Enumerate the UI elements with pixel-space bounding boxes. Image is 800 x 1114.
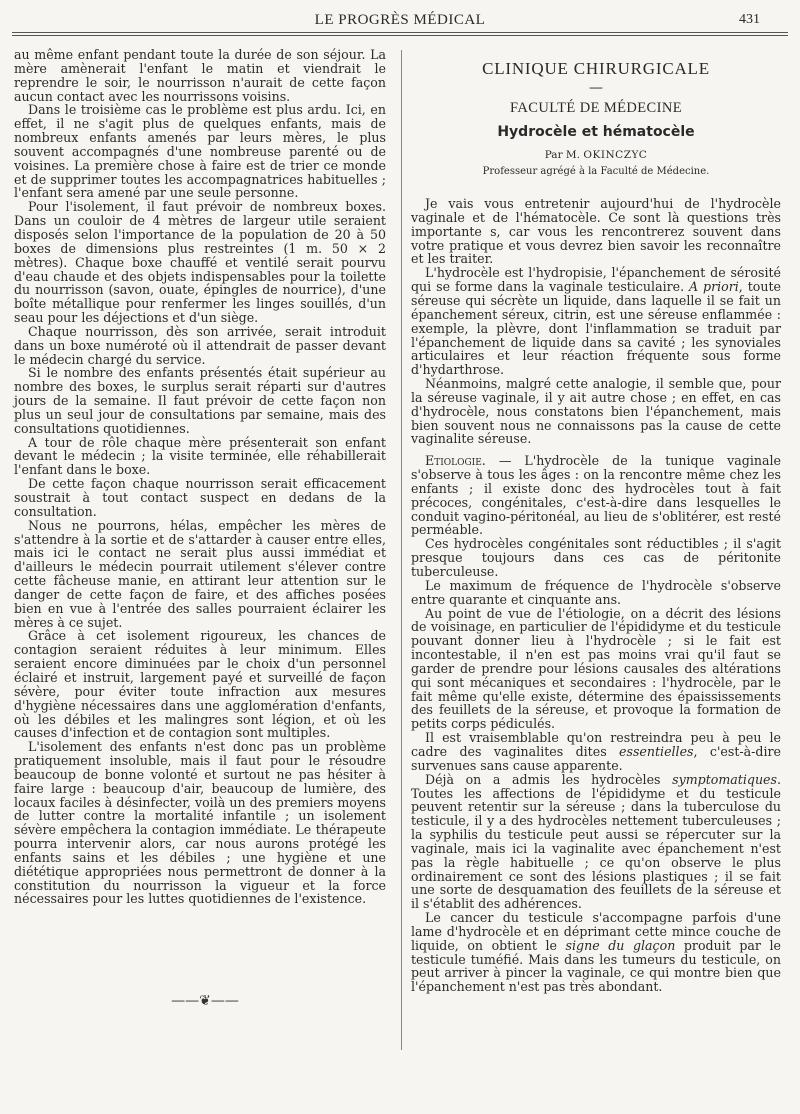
text-run: , toute séreuse qui sécrète un liquide, dans laquelle il se fait un épanchement séreux, citrin, est une séreuse enflammée : exemple, la plèvre, dont l'inflammation se traduit par l'épanchement de liquide dans sa cavité ; les synoviales articulaires et leur réaction fréquente sous forme d'hydarthrose. [411, 279, 781, 378]
paragraph: Dans le troisième cas le problème est plus ardu. Ici, en effet, il ne s'agit plus de quelques enfants, mais de nombreux enfants amenés par leurs mères, le plus souvent accompagnés d'une nombreuse parenté ou de voisines. La première chose à faire est de trier ce monde et de supprimer toutes les accompagnatrices habituelles ; l'enfant sera amené par une seule personne. [14, 102, 386, 201]
italic-term: signe du glaçon [565, 937, 676, 953]
paragraph [411, 266, 781, 377]
paragraph: Néanmoins, malgré cette analogie, il semble que, pour la séreuse vaginale, il y ait autre chose ; en effet, en cas d'hydrocèle, nous constatons bien l'épanchement, mais bien souvent nous ne connaissons pas la cause de cette vaginalite séreuse. [411, 376, 781, 447]
faculty-title: FACULTÉ DE MÉDECINE [510, 99, 682, 116]
paragraph: Chaque nourrisson, dès son arrivée, serait introduit dans un boxe numéroté où il attendrait de passer devant le médecin chargé du service. [14, 323, 386, 367]
text-run: . Toutes les affections de l'épididyme et du testicule peuvent retentir sur la séreuse ; dans la tuberculose du testicule, il y a des hydrocèles nettement tuberculeuses ; la syphilis du testicule peut aussi se répercuter sur la vaginale, mais ici la vaginalite avec épanchement n'est pas la règle habituelle ; ce qu'on observe le plus ordinairement ce sont des lésions plastiques ; il se fait une sorte de desquamation des feuillets de la séreuse et il s'établit des adhérences. [411, 771, 781, 912]
page-header [12, 8, 788, 34]
author-line [411, 149, 781, 163]
article-title: Hydrocèle et hématocèle [497, 123, 695, 140]
article-heading [411, 59, 781, 179]
section-title: CLINIQUE CHIRURGICALE [482, 59, 710, 78]
paragraph: Le maximum de fréquence de l'hydrocèle s'observe entre quarante et cinquante ans. [411, 577, 781, 607]
journal-title: LE PROGRÈS MÉDICAL [314, 12, 486, 28]
paragraph [411, 911, 781, 994]
paragraph: A tour de rôle chaque mère présenterait son enfant devant le médecin ; la visite terminée, elle réhabillerait l'enfant dans le boxe. [14, 434, 386, 478]
paragraph: Pour l'isolement, il faut prévoir de nombreux boxes. Dans un couloir de 4 mètres de largeur utile seraient disposés selon l'importance de la population de 20 à 50 boxes de dimensions plus restreintes (1 m. 50 × 2 mètres). Chaque boxe chauffé et ventilé serait pourvu d'eau chaude et des objets indispensables pour la toilette du nourrisson (savon, ouate, épingles de nourrice), d'une boîte métallique pour renfermer les linges souillés, d'un seau pour les déjections et d'un siège. [14, 199, 386, 326]
ornament-divider: ——❦—— [171, 993, 239, 1009]
italic-term: symptomatiques [672, 771, 777, 787]
paragraph: Ces hydrocèles congénitales sont réductibles ; il s'agit presque toujours dans ces cas de péritonite tuberculeuse. [411, 536, 781, 579]
section-label: Etiologie. [425, 453, 486, 469]
italic-term: essentielles [619, 743, 694, 759]
text-run: , c'est-à-dire survenues sans cause apparente. [411, 743, 781, 773]
header-rule-secondary [12, 35, 788, 36]
paragraph [411, 731, 781, 773]
paragraph: Au point de vue de l'étiologie, on a décrit des lésions de voisinage, en particulier de l'épididyme et du testicule pouvant donner lieu à l'hydrocèle ; si le fait est incontestable, il n'en est pas moins vrai qu'il faut se garder de prendre pour lésions causales des altérations qui sont mécaniques et secondaires : l'hydrocèle, par le fait même qu'elle existe, détermine des épaississements des feuillets de la séreuse, et provoque la formation de petits corps pédiculés. [411, 605, 781, 732]
author-position: Professeur agrégé à la Faculté de Médecine. [482, 166, 710, 178]
paragraph: L'isolement des enfants n'est donc pas un problème pratiquement insoluble, mais il faut pour le résoudre beaucoup de bonne volonté et surtout ne pas hésiter à faire large : beaucoup d'air, beaucoup de lumière, des locaux faciles à désinfecter, voilà un des premiers moyens de lutter contre la mortalité infantile ; un isolement sévère empêchera la contagion immédiate. Le thérapeute pourra intervenir alors, car nous aurons protégé les enfants sains et les débiles ; une hygiène et une diététique appropriées nous permettront de donner à la constitution du nourrisson la vigueur et la force nécessaires pour les luttes quotidiennes de l'existence. [14, 739, 386, 907]
text-run: — L'hydrocèle de la tunique vaginale s'observe à tous les âges : on la rencontre même chez les enfants ; il existe donc des hydrocèles tout à fait précoces, congénitales, c'est-à-dire dans lesquelles le conduit vagino-péritonéal, au lieu de s'oblitérer, est resté perméable. [411, 453, 781, 538]
page-number: 431 [739, 12, 760, 27]
author-prefix: Par M. [544, 149, 581, 162]
header-rule [12, 32, 788, 33]
paragraph [411, 454, 781, 537]
paragraph: Si le nombre des enfants présentés était supérieur au nombre des boxes, le surplus serait réparti sur d'autres jours de la semaine. Il faut prévoir de cette façon non plus un seul jour de consultations par semaine, mais des consultations quotidiennes. [14, 365, 386, 436]
text-run: produit par le testicule tuméfié. Mais dans les tumeurs du testicule, on peut arriver à pincer la vaginale, ce qui montre bien que l'épanchement n'est pas très abondant. [411, 937, 781, 995]
paragraph: au même enfant pendant toute la durée de son séjour. La mère amènerait l'enfant le matin et viendrait le reprendre le soir, le nourrisson n'aurait de cette façon aucun contact avec les nourrissons voisins. [14, 47, 386, 104]
paragraph [411, 773, 781, 911]
right-column [411, 52, 781, 994]
text-run: Déjà on a admis les hydrocèles [425, 771, 673, 787]
text-run: Le cancer du testicule s'accompagne parfois d'une lame d'hydrocèle et en déprimant cette mince couche de liquide, on obtient le [411, 910, 781, 953]
left-column [14, 48, 386, 906]
paragraph: De cette façon chaque nourrisson serait efficacement soustrait à tout contact suspect en dedans de la consultation. [14, 476, 386, 519]
italic-term: A priori [689, 279, 739, 295]
paragraph: Nous ne pourrons, hélas, empêcher les mères de s'attendre à la sortie et de s'attarder à causer entre elles, mais ici le contact ne serait plus aussi immédiat et d'ailleurs le médecin pourrait utilement s'élever contre cette fâcheuse manie, en attirant leur attention sur le danger de cette façon de faire, et des affiches posées bien en vue à l'entrée des salles pourraient éclairer les mères à ce sujet. [14, 517, 386, 630]
paragraph: Je vais vous entretenir aujourd'hui de l'hydrocèle vaginale et de l'hématocèle. Ce sont là questions très importante s, car vous les rencontrerez souvent dans votre pratique et vous devrez bien savoir les reconnaître et les traiter. [411, 196, 781, 267]
paragraph: Grâce à cet isolement rigoureux, les chances de contagion seraient réduites à leur minimum. Elles seraient encore diminuées par le choix d'un personnel éclairé et instruit, largement payé et surveillé de façon sévère, pour éviter toute infraction aux mesures d'hygiène nécessaires dans une agglomération d'enfants, où les débiles et les malingres sont légion, et où les causes d'infection et de contagion sont multiples. [14, 628, 386, 741]
text-run: Il est vraisemblable qu'on restreindra peu à peu le cadre des vaginalites dites [411, 730, 781, 759]
column-divider [401, 50, 402, 1050]
text-run: L'hydrocèle est l'hydropisie, l'épanchement de sérosité qui se forme dans la vaginale testiculaire. [411, 265, 781, 295]
author-name: OKINCZYC [583, 149, 648, 162]
heading-dash: — [589, 79, 603, 96]
